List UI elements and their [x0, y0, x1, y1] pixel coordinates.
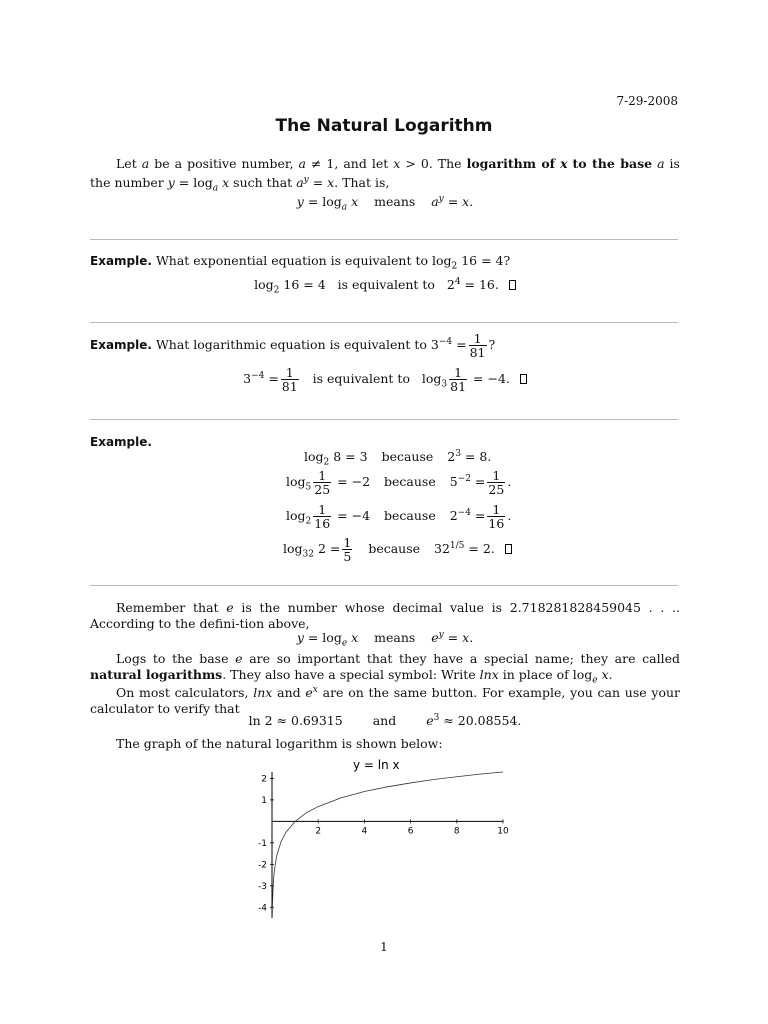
x-tick-label: 6 — [407, 826, 414, 837]
ln-graph — [250, 752, 520, 924]
calculator-equations: ln 2 ≈ 0.69315 and $e^3 \approx 20.08554$. — [248, 713, 522, 729]
example-2-question: Example. What logarithmic equation is equivalent to $3^{-4}$ = $\frac{1}{81}$ ? — [90, 331, 496, 360]
remember-paragraph: Remember that e is the number whose decimal value is 2.718281828459045 . . .. According to the defini-tion above, — [90, 600, 680, 631]
example-3-row-3: $\log_2$ $\frac{1}{16}$ = −4 because $2^{-4}$ = $\frac{1}{16}$ . — [286, 502, 512, 531]
natural-log-paragraph: Logs to the base e are so important that they have a special name; they are called natural logarithms. They also have a special symbol: Write lnx in place of $\log_e x$. — [90, 651, 680, 686]
graph-intro: The graph of the natural logarithm is shown below: — [116, 736, 443, 751]
page-title: The Natural Logarithm — [275, 116, 493, 136]
natural-log-definition: $y = \log_e x$ means $e^y = x$. — [296, 630, 474, 649]
example-3-row-1: $\log_2 8 = 3$ because $2^3 = 8$. — [304, 449, 492, 468]
qed-icon — [520, 374, 527, 384]
chart-axes — [272, 772, 503, 918]
example-3-row-2: $\log_5$ $\frac{1}{25}$ = −2 because $5^{-2}$ = $\frac{1}{25}$ . — [286, 468, 512, 497]
y-tick-label: 1 — [261, 795, 267, 806]
example-2-answer: $3^{-4}$ = $\frac{1}{81}$ is equivalent to $\log_3$ $\frac{1}{81}$ = −4. — [90, 366, 680, 393]
qed-icon — [509, 280, 516, 290]
chart-title: y = ln x — [353, 758, 400, 772]
example-3-label: Example. — [90, 435, 152, 449]
x-tick-label: 8 — [453, 826, 460, 837]
qed-icon — [505, 544, 512, 554]
calculator-paragraph: On most calculators, lnx and $e^x$ are on the same button. For example, you can use your calculator to verify that — [90, 685, 681, 717]
divider — [90, 585, 678, 586]
intro-paragraph: Let a be a positive number, a ≠ 1, and let x > 0. The logarithm of x to the base a is the number $y = \log_a x$ such that $a^y = x$. That is, — [90, 156, 680, 194]
page-number: 1 — [380, 940, 388, 954]
divider — [90, 419, 678, 420]
chart-ticks — [258, 774, 509, 913]
y-tick-label: -4 — [258, 903, 267, 914]
x-tick-label: 10 — [497, 826, 509, 837]
date: 7-29-2008 — [616, 94, 678, 108]
y-tick-label: -3 — [258, 881, 267, 892]
divider — [90, 239, 678, 240]
x-tick-label: 2 — [315, 826, 322, 837]
example-1-answer: $\log_2 16 = 4$ is equivalent to $2^4 = 16$. — [90, 277, 680, 296]
definition-equation: $y = \log_a x$ means $a^y = x$. — [296, 194, 474, 213]
ln-curve — [272, 772, 503, 916]
y-tick-label: -1 — [258, 838, 267, 849]
y-tick-label: -2 — [258, 860, 267, 871]
divider — [90, 322, 678, 323]
x-tick-label: 4 — [361, 826, 368, 837]
y-tick-label: 2 — [261, 774, 267, 785]
example-3-row-4: $\log_{32} 2$ = $\frac{1}{5}$ because $32^{1/5} = 2$. — [283, 536, 512, 563]
example-1-question: Example. What exponential equation is equivalent to $\log_2 16 = 4$? — [90, 253, 511, 272]
